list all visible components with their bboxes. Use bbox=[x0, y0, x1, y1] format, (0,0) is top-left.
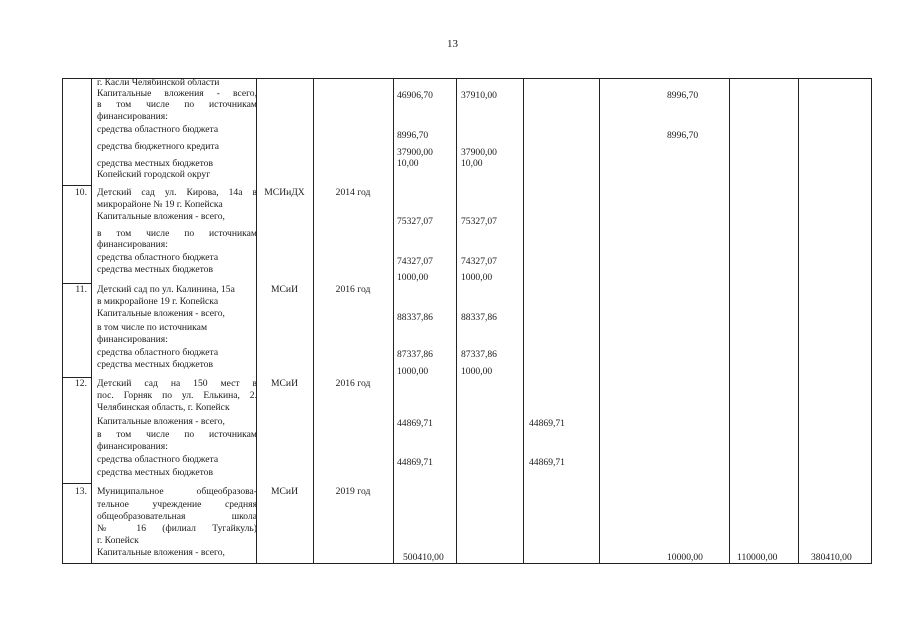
row-divider bbox=[63, 185, 91, 186]
cell-value: 10000,00 bbox=[667, 552, 703, 563]
row-desc-line: средства местных бюджетов bbox=[97, 158, 213, 169]
cell-year: 2016 год bbox=[335, 284, 371, 295]
col-divider-d bbox=[798, 79, 799, 563]
row-desc-line: средства местных бюджетов bbox=[97, 264, 213, 275]
cell-value: 110000,00 bbox=[737, 552, 778, 563]
row-desc-line: средства областного бюджета bbox=[97, 347, 219, 358]
row-desc-line: Капитальные вложения - всего, bbox=[97, 547, 225, 558]
row-desc-line: г. Копейск bbox=[97, 535, 139, 546]
row-desc-line: г. Касли Челябинской области bbox=[97, 77, 220, 88]
row-number: 12. bbox=[75, 378, 87, 389]
cell-total: 500410,00 bbox=[403, 552, 444, 563]
cell-value: 88337,86 bbox=[461, 312, 497, 323]
row-desc-line: средства бюджетного кредита bbox=[97, 141, 219, 152]
cell-value: 1000,00 bbox=[461, 366, 493, 377]
row-desc-line: тельное учреждение средняя bbox=[97, 499, 257, 510]
row-number: 13. bbox=[75, 486, 87, 497]
row-desc-line: Копейский городской округ bbox=[97, 169, 211, 180]
row-desc-line: Детский сад по ул. Калинина, 15а bbox=[97, 284, 235, 295]
cell-total: 8996,70 bbox=[397, 130, 429, 141]
cell-value: 10,00 bbox=[461, 158, 483, 169]
row-number: 10. bbox=[75, 187, 87, 198]
row-desc-line: финансирования: bbox=[97, 111, 168, 122]
col-divider-total bbox=[456, 79, 457, 563]
cell-customer: МСиИ bbox=[271, 486, 298, 497]
cell-year: 2014 год bbox=[335, 187, 371, 198]
cell-value: 74327,07 bbox=[461, 256, 497, 267]
cell-customer: МСиИ bbox=[271, 378, 298, 389]
row-desc-line: средства областного бюджета bbox=[97, 124, 219, 135]
row-desc-line: средства областного бюджета bbox=[97, 252, 219, 263]
budget-table bbox=[62, 78, 872, 564]
cell-value: 1000,00 bbox=[461, 272, 493, 283]
row-divider bbox=[63, 483, 91, 484]
cell-total: 75327,07 bbox=[397, 216, 433, 227]
col-divider-c bbox=[729, 79, 730, 563]
row-desc-line: финансирования: bbox=[97, 441, 168, 452]
row-number: 11. bbox=[75, 284, 87, 295]
row-desc-line: Капитальные вложения - всего, bbox=[97, 416, 225, 427]
cell-customer: МСИиДХ bbox=[264, 187, 305, 198]
cell-total: 44869,71 bbox=[397, 457, 433, 468]
row-desc-line: средства областного бюджета bbox=[97, 454, 219, 465]
row-desc-line: Челябинская область, г. Копейск bbox=[97, 402, 230, 413]
row-desc-line: в том числе по источникам bbox=[97, 99, 257, 110]
cell-year: 2016 год bbox=[335, 378, 371, 389]
row-desc-line: № 16 (филиал Тугайкуль) bbox=[97, 523, 257, 534]
col-divider-a bbox=[523, 79, 524, 563]
cell-value: 8996,70 bbox=[667, 130, 699, 141]
page-number: 13 bbox=[447, 38, 458, 50]
cell-value: 37910,00 bbox=[461, 90, 497, 101]
row-desc-line: Капитальные вложения - всего, bbox=[97, 308, 225, 319]
cell-value: 44869,71 bbox=[529, 418, 565, 429]
cell-total: 74327,07 bbox=[397, 256, 433, 267]
cell-total: 37900,00 bbox=[397, 147, 433, 158]
row-desc-line: в том числе по источникам bbox=[97, 322, 208, 333]
cell-total: 87337,86 bbox=[397, 349, 433, 360]
row-desc-line: микрорайоне № 19 г. Копейска bbox=[97, 199, 223, 210]
row-desc-line: Капитальные вложения - всего, bbox=[97, 211, 225, 222]
row-desc-line: финансирования: bbox=[97, 239, 168, 250]
cell-total: 46906,70 bbox=[397, 90, 433, 101]
row-desc-line: Капитальные вложения - всего, bbox=[97, 88, 257, 99]
cell-value: 75327,07 bbox=[461, 216, 497, 227]
col-divider-num bbox=[91, 79, 92, 563]
row-desc-line: пос. Горняк по ул. Елькина, 2. bbox=[97, 390, 257, 401]
row-desc-line: Детский сад на 150 мест в bbox=[97, 378, 257, 389]
col-divider-b bbox=[599, 79, 600, 563]
row-desc-line: финансирования: bbox=[97, 334, 168, 345]
cell-value: 8996,70 bbox=[667, 90, 699, 101]
cell-value: 37900,00 bbox=[461, 147, 497, 158]
cell-customer: МСиИ bbox=[271, 284, 298, 295]
row-desc-line: общеобразовательная школа bbox=[97, 511, 257, 522]
cell-total: 10,00 bbox=[397, 158, 419, 169]
row-desc-line: Муниципальное общеобразова- bbox=[97, 486, 257, 497]
row-desc-line: в микрорайоне 19 г. Копейска bbox=[97, 296, 219, 307]
cell-value: 87337,86 bbox=[461, 349, 497, 360]
cell-value: 380410,00 bbox=[811, 552, 852, 563]
cell-value: 44869,71 bbox=[529, 457, 565, 468]
row-desc-line: средства местных бюджетов bbox=[97, 359, 213, 370]
row-desc-line: Детский сад ул. Кирова, 14а в bbox=[97, 187, 257, 198]
row-desc-line: средства местных бюджетов bbox=[97, 467, 213, 478]
cell-year: 2019 год bbox=[335, 486, 371, 497]
cell-total: 1000,00 bbox=[397, 272, 429, 283]
row-desc-line: в том числе по источникам bbox=[97, 228, 257, 239]
cell-total: 1000,00 bbox=[397, 366, 429, 377]
row-desc-line: в том числе по источникам bbox=[97, 429, 257, 440]
col-divider-year bbox=[393, 79, 394, 563]
cell-total: 44869,71 bbox=[397, 418, 433, 429]
cell-total: 88337,86 bbox=[397, 312, 433, 323]
